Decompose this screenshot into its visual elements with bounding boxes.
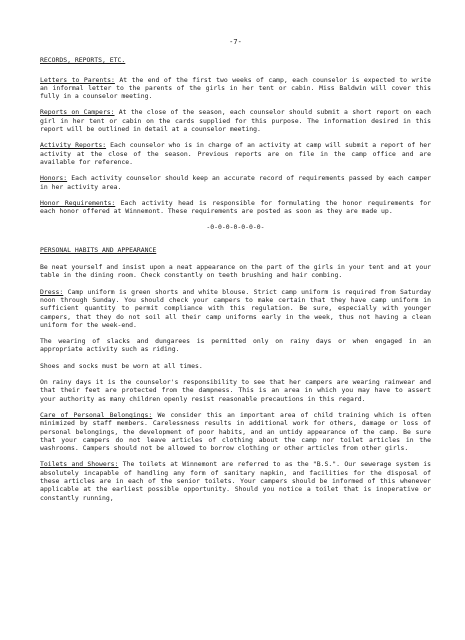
- paragraph-text: Each counselor who is in charge of an activity at camp will submit a report of her activity at the close of the season. Previous reports are on file in the camp office and are available for reference.: [40, 141, 431, 166]
- paragraph-title: Reports on Campers:: [40, 108, 115, 117]
- paragraph-honor-requirements: [40, 199, 431, 216]
- page-number: -7-: [229, 38, 242, 46]
- paragraph-toilets-showers: [40, 460, 431, 501]
- paragraph-text: Each activity counselor should keep an accurate record of requirements passed by each camper in her activity area.: [40, 174, 431, 191]
- paragraph-title: Honors:: [40, 174, 68, 183]
- paragraph-letters-to-parents: [40, 76, 431, 101]
- paragraph-title: Toilets and Showers:: [40, 460, 119, 469]
- paragraph-reports-on-campers: [40, 108, 431, 133]
- paragraph-activity-reports: [40, 141, 431, 166]
- paragraph-shoes: Shoes and socks must be worn at all times.: [40, 361, 203, 370]
- section-divider: -0-0-0-0-0-0-0-: [206, 223, 265, 232]
- paragraph-rainy-days: On rainy days it is the counselor's responsibility to see that her campers are wearing rainwear and that their feet are protected from the dampness. This is an area in which you may have to assert your authority as many children openly resist reasonable precautions in this regard.: [40, 378, 431, 403]
- paragraph-text: The toilets at Winnemont are referred to as the "B.S.". Our sewerage system is absolutely incapable of handling any form of sanitary napkin, and facilities for the disposal of these articles are in each of the senior toilets. Your campers should be informed of this whenever applicable at the earliest possible opportunity. Should you notice a toilet that is inoperative or constantly running,: [40, 460, 432, 502]
- paragraph-text: At the end of the first two weeks of camp, each counselor is expected to write an informal letter to the parents of the girls in her tent or cabin. Miss Baldwin will cover this fully in a counselor meeting.: [40, 75, 432, 101]
- section-heading-personal-habits: PERSONAL HABITS AND APPEARANCE: [40, 245, 157, 254]
- paragraph-honors: [40, 174, 431, 191]
- paragraph-text: Each activity head is responsible for formulating the honor requirements for each honor offered at Winnemont. These requirements are posted as soon as they are made up.: [40, 198, 431, 216]
- paragraph-title: Letters to Parents:: [40, 75, 115, 84]
- paragraph-text: At the close of the season, each counselor should submit a short report on each girl in her tent or cabin on the cards supplied for this purpose. The information desired in this report will be outlined in detail at a counselor meeting.: [40, 108, 431, 134]
- paragraph-text: Camp uniform is green shorts and white blouse. Strict camp uniform is required from Saturday noon through Sunday. You should check your campers to make certain that they have camp uniform in sufficient quantity to permit compliance with this regulation. Be sure, especially with younger campers, that they do not soil all their camp uniforms early in the week, thus not having a clean uniform for the week-end.: [40, 287, 431, 329]
- paragraph-text: We consider this an important area of child training which is often minimized by staff members. Carelessness results in additional work for others, damage or loss of personal belongings, the development of poor habits, and an untidy appearance of the camp. Be sure that your campers do not leave articles of clothing about the camp nor toilet articles in the washrooms. Campers should not be allowed to borrow clothing or other articles from other girls.: [40, 410, 431, 453]
- paragraph-dress: [40, 288, 431, 329]
- paragraph-neat: Be neat yourself and insist upon a neat appearance on the part of the girls in your tent and at your table in the dining room. Check constantly on teeth brushing and hair combing.: [40, 263, 431, 280]
- paragraph-title: Care of Personal Belongings:: [40, 410, 153, 419]
- paragraph-personal-belongings: [40, 411, 431, 452]
- paragraph-title: Dress:: [40, 287, 64, 296]
- paragraph-title: Activity Reports:: [40, 141, 107, 150]
- paragraph-slacks: The wearing of slacks and dungarees is permitted only on rainy days or when engaged in an appropriate activity such as riding.: [40, 337, 431, 354]
- paragraph-title: Honor Requirements:: [40, 198, 116, 207]
- section-heading-records: RECORDS, REPORTS, ETC.: [40, 56, 126, 65]
